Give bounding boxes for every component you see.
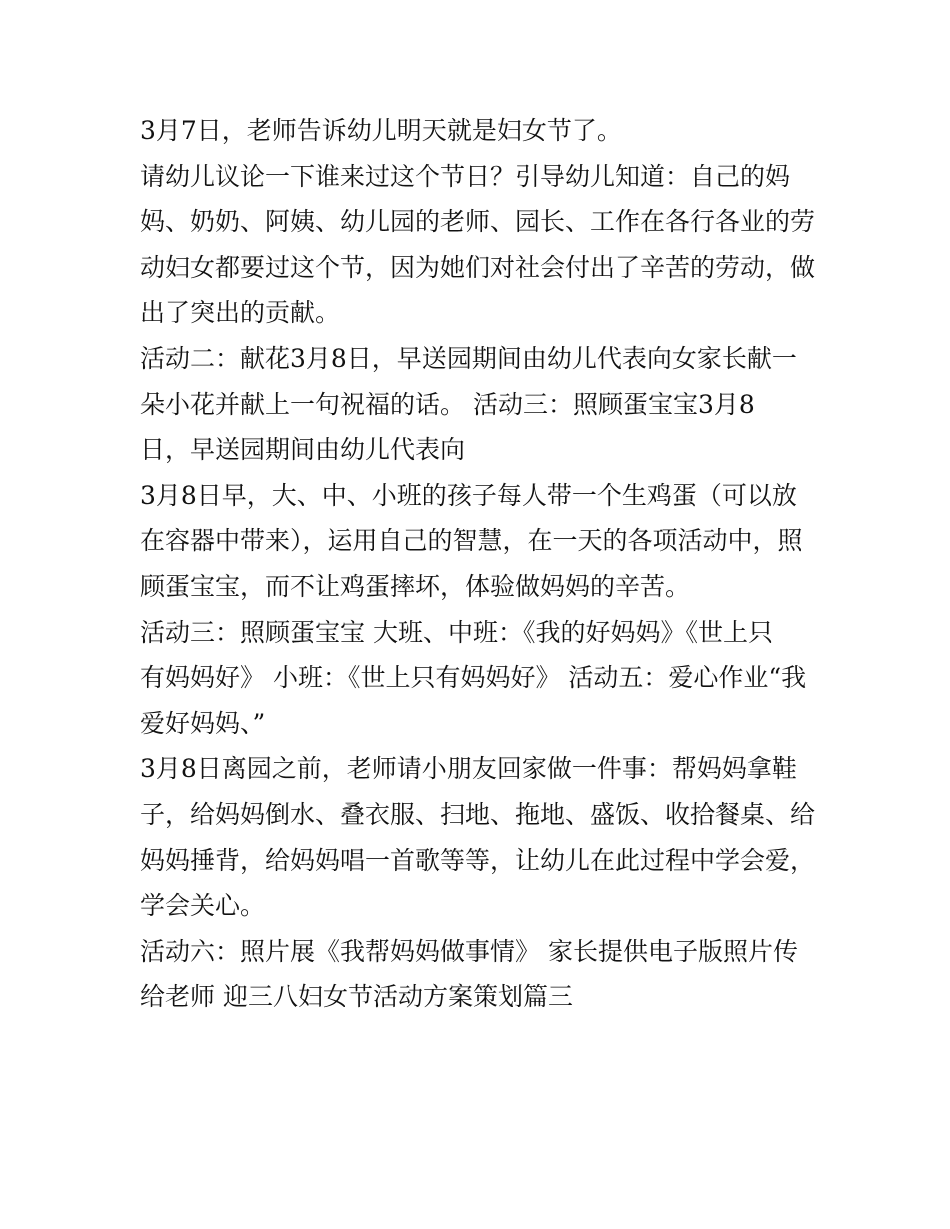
text-line: 3月8日离园之前，老师请小朋友回家做一件事：帮妈妈拿鞋 xyxy=(140,754,797,784)
text-line: 3月7日，老师告诉幼儿明天就是妇女节了。 xyxy=(140,116,622,145)
text-line: 学会关心。 xyxy=(140,891,266,921)
text-line: 子，给妈妈倒水、叠衣服、扫地、拖地、盛饭、收拾餐桌、给 xyxy=(140,799,816,829)
text-line: 请幼儿议论一下谁来过这个节日？引导幼儿知道：自己的妈 xyxy=(140,161,791,191)
text-line: 妈妈捶背，给妈妈唱一首歌等等，让幼儿在此过程中学会爱， xyxy=(140,845,816,875)
text-line: 妈、奶奶、阿姨、幼儿园的老师、园长、工作在各行各业的劳 xyxy=(140,207,816,237)
text-line: 朵小花并献上一句祝福的话。 活动三：照顾蛋宝宝3月8 xyxy=(140,389,755,419)
text-line: 活动二：献花3月8日，早送园期间由幼儿代表向女家长献一 xyxy=(140,343,797,373)
text-line: 爱好妈妈、” xyxy=(140,708,266,738)
text-line: 日，早送园期间由幼儿代表向 xyxy=(140,435,466,465)
document-page xyxy=(140,108,830,1020)
text-line: 给老师 迎三八妇女节活动方案策划篇三 xyxy=(140,982,573,1012)
text-line: 3月8日早，大、中、小班的孩子每人带一个生鸡蛋（可以放 xyxy=(140,480,797,510)
text-line: 出了突出的贡献。 xyxy=(140,298,341,328)
text-line: 动妇女都要过这个节，因为她们对社会付出了辛苦的劳动，做 xyxy=(140,252,816,282)
text-line: 活动三：照顾蛋宝宝 大班、中班：《我的好妈妈》《世上只 xyxy=(140,617,773,647)
text-line: 顾蛋宝宝，而不让鸡蛋摔坏，体验做妈妈的辛苦。 xyxy=(140,571,691,601)
text-line: 有妈妈好》 小班：《世上只有妈妈好》 活动五：爱心作业“我 xyxy=(140,663,807,693)
text-line: 活动六：照片展《我帮妈妈做事情》 家长提供电子版照片传 xyxy=(140,936,798,966)
text-line: 在容器中带来），运用自己的智慧，在一天的各项活动中，照 xyxy=(140,526,803,556)
